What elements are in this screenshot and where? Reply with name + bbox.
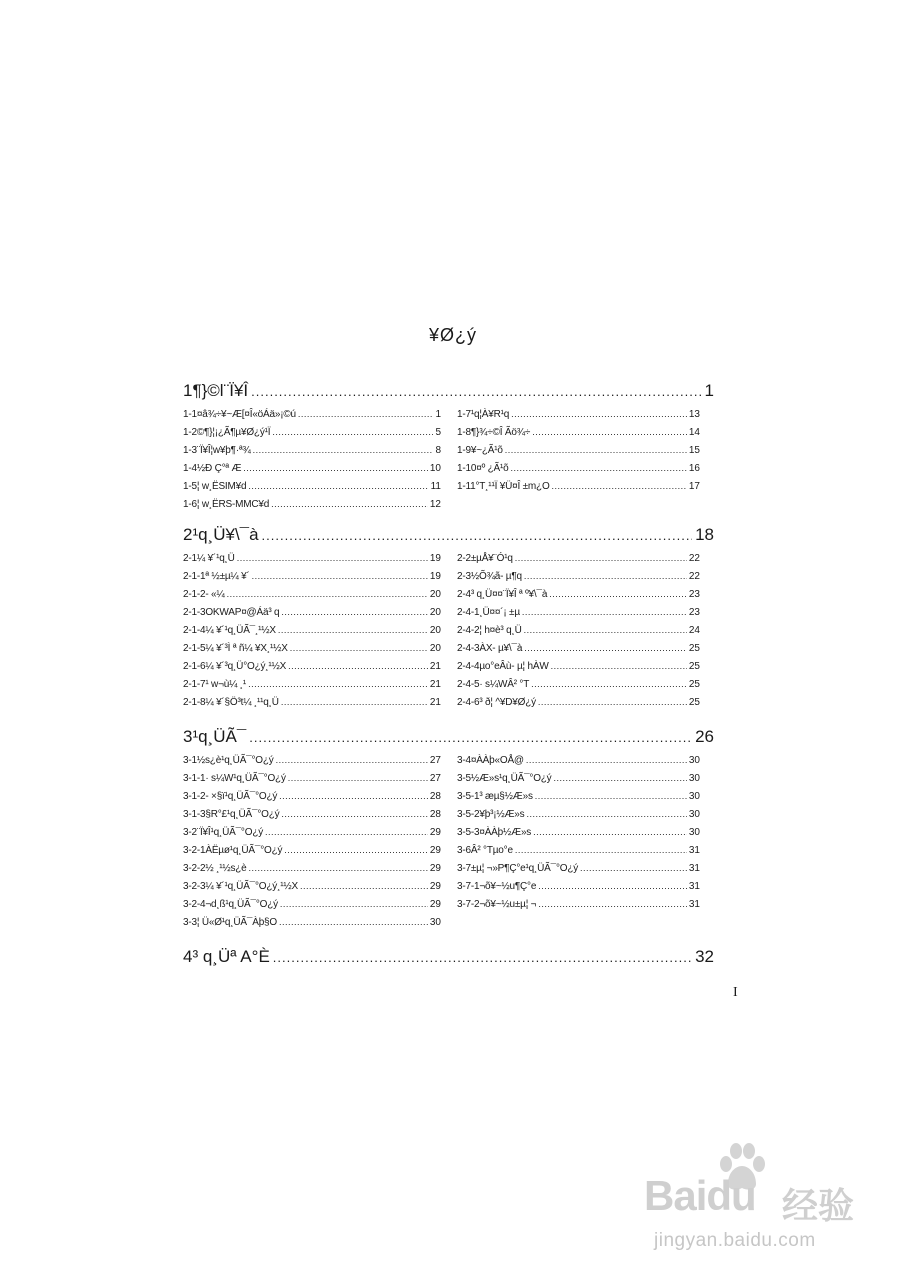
toc-entry[interactable] [183,769,441,787]
entry-label: 1-2©¶}¦¡¿Ã¶µ¥Ø¿ý¹Ï [183,427,271,438]
toc-entry[interactable] [457,405,700,423]
dot-leader [249,859,428,877]
entry-page: 22 [688,571,700,582]
entry-label: 3-7-2¬õ¥~½u±µ¦ ¬ [457,899,537,910]
toc-entry[interactable] [183,751,441,769]
dot-leader [549,585,687,603]
dot-leader [279,787,428,805]
dot-leader [505,441,687,459]
watermark-product: 经验 [782,1186,855,1227]
entry-page: 20 [429,643,441,654]
toc-entry[interactable] [183,495,441,513]
dot-leader [243,459,428,477]
entry-page: 14 [688,427,700,438]
entry-label: 1-3¨Ï¥Î¦w¥þ¶·ª¾ [183,445,251,456]
toc-entry[interactable] [183,477,441,495]
entry-page: 30 [688,791,700,802]
entry-label: 2-1-7¹ w¬ù¼ ¸¹ [183,679,247,690]
entry-page: 25 [688,643,700,654]
dot-leader [515,841,687,859]
chapter-label: 2¹q¸Ü¥\¯à [183,525,259,544]
entry-page: 19 [429,553,441,564]
entry-page: 27 [429,755,441,766]
chapter-heading-3[interactable] [183,727,714,747]
toc-entry[interactable] [183,913,441,931]
chapter-2-entries [183,549,714,711]
entry-label: 3-4¤ÀÀþ«OÅ@ [457,755,524,766]
dot-leader [248,675,428,693]
entry-page: 25 [688,679,700,690]
entry-page: 12 [429,499,441,510]
entry-page: 19 [429,571,441,582]
entry-label: 3-1-2- ×§ï¹q¸ÜÃ¯°O¿ý [183,791,278,802]
entry-label: 3-2-3¼ ¥´¹q¸ÜÃ¯°O¿ý¸¹½X [183,881,298,892]
chapter-page: 32 [695,947,714,966]
dot-leader [253,441,434,459]
toc-entry[interactable] [457,423,700,441]
entry-label: 2-1-6¼ ¥´³q¸Ü°O¿ý¸¹½X [183,661,287,672]
entry-page: 20 [429,589,441,600]
dot-leader [538,895,687,913]
chapter-heading-4[interactable] [183,947,714,967]
entry-label: 1-10¤º ¿Ã¹õ [457,463,509,474]
toc-entry[interactable] [183,603,441,621]
toc-entry[interactable] [183,841,441,859]
chapter-label: 1¶}©l¨Ï¥Î [183,381,249,400]
entry-label: 2-1-2- «¼ [183,589,225,600]
toc-entry[interactable] [457,549,700,567]
baidu-jingyan-watermark [640,1140,870,1260]
toc-entry[interactable] [183,877,441,895]
dot-leader [288,657,428,675]
entry-label: 1-9¥~¿Ã¹õ [457,445,503,456]
entry-page: 16 [688,463,700,474]
toc-entry[interactable] [183,639,441,657]
entry-page: 23 [688,589,700,600]
toc-entry[interactable] [183,805,441,823]
entry-label: 2-1¼ ¥´¹q¸Ü [183,553,235,564]
entry-label: 2-4-6³ ð¦ ^¥D¥Ø¿ý [457,697,536,708]
toc-entry[interactable] [457,639,700,657]
toc-entry[interactable] [183,423,441,441]
entry-page: 31 [688,863,700,874]
entry-label: 2-1-3OKWAP¤@Áä³ q [183,607,280,618]
entry-page: 25 [688,697,700,708]
entry-page: 28 [429,791,441,802]
toc-entry[interactable] [457,895,700,913]
entry-label: 1-11°T¸¹¹Ï ¥Ü¤Î ±m¿O [457,481,550,492]
entry-page: 20 [429,625,441,636]
entry-label: 3-6Â² °Tµo°e [457,845,513,856]
entry-page: 31 [688,845,700,856]
toc-entry[interactable] [183,549,441,567]
watermark-brand-tail: du [706,1172,756,1219]
toc-entry[interactable] [183,441,441,459]
dot-leader [538,877,687,895]
dot-leader [524,567,687,585]
toc-entry[interactable] [457,657,700,675]
toc-entry[interactable] [457,459,700,477]
toc-entry[interactable] [457,441,700,459]
chapter-page: 18 [695,525,714,544]
toc-entry[interactable] [183,585,441,603]
watermark-url: jingyan.baidu.com [654,1230,816,1251]
entry-label: 2-4-2¦ h¤è³ q¸Ü [457,625,522,636]
dot-leader [281,693,428,711]
entry-label: 2-4-1¸Ü¤¤´¡ ±µ [457,607,520,618]
dot-leader [281,603,427,621]
entry-page: 31 [688,881,700,892]
dot-leader [531,675,687,693]
watermark-brand [644,1172,756,1220]
entry-label: 3-2¨Ï¥Î¹q¸ÜÃ¯°O¿ý [183,827,264,838]
chapter-1-entries [183,405,714,513]
entry-label: 2-4-3ÀX- µ¥\¯à [457,643,523,654]
toc-entry[interactable] [457,567,700,585]
dot-leader [280,895,428,913]
entry-label: 2-4-5· s¼WÂ² °T [457,679,530,690]
toc-entry[interactable] [183,787,441,805]
entry-page: 1 [435,409,441,420]
entry-page: 27 [429,773,441,784]
dot-leader [284,841,428,859]
dot-leader [278,621,428,639]
page-number-marker: I [733,985,738,1000]
entry-label: 3-1½s¿è¹q¸ÜÃ¯°O¿ý [183,755,274,766]
toc-entry[interactable] [457,805,700,823]
chapter-page: 26 [695,727,714,746]
entry-label: 3-1-3§R°£¹q¸ÜÃ¯°O¿ý [183,809,280,820]
dot-leader [522,603,687,621]
dot-leader [251,384,701,399]
toc-entry[interactable] [457,787,700,805]
dot-leader [533,823,687,841]
entry-page: 29 [429,827,441,838]
entry-page: 30 [429,917,441,928]
entry-page: 20 [429,607,441,618]
entry-page: 21 [429,661,441,672]
chapter-label: 4³ q¸Üª A°È [183,947,270,966]
entry-label: 3-2-1ÀËµø¹q¸ÜÃ¯°O¿ý [183,845,283,856]
toc-entry[interactable] [457,841,700,859]
entry-label: 3-5-3¤ÀÀþ½Æ»s [457,827,532,838]
toc-entry[interactable] [183,459,441,477]
entry-label: 2-1-5¼ ¥´³Ì ª ñ¼ ¥X¸¹½X [183,643,288,654]
toc-entry[interactable] [457,477,700,495]
toc-entry[interactable] [183,621,441,639]
entry-page: 30 [688,809,700,820]
dot-leader [227,585,428,603]
dot-leader [524,621,687,639]
entry-page: 24 [688,625,700,636]
dot-leader [524,639,687,657]
entry-page: 15 [688,445,700,456]
toc-entry[interactable] [457,859,700,877]
entry-label: 2-3½Õ¾ã- µ¶q [457,571,522,582]
dot-leader [279,913,428,931]
entry-page: 17 [688,481,700,492]
entry-page: 31 [688,899,700,910]
chapter-3-entries [183,751,714,931]
toc-entry[interactable] [183,823,441,841]
chapter-heading-2[interactable] [183,525,714,545]
entry-page: 29 [429,863,441,874]
entry-label: 1-1¤â¾÷¥~Æ[¤Î«öÁä»¡©ú [183,409,296,420]
chapter-heading-1[interactable] [183,381,714,401]
toc-entry[interactable] [457,603,700,621]
entry-label: 3-7-1¬õ¥~½u¶Ç°e [457,881,537,892]
dot-leader [535,787,687,805]
entry-page: 5 [435,427,441,438]
toc-entry[interactable] [457,621,700,639]
dot-leader [532,423,687,441]
entry-page: 10 [429,463,441,474]
entry-label: 1-7¹q¦À¥R¹q [457,409,510,420]
entry-page: 29 [429,845,441,856]
watermark-brand-head: Bai [644,1172,707,1219]
dot-leader [552,477,687,495]
toc-entry[interactable] [183,657,441,675]
toc-entry[interactable] [183,675,441,693]
entry-label: 3-2-2½ ¸¹½s¿è [183,863,247,874]
dot-leader [248,477,428,495]
dot-leader [580,859,687,877]
toc-entry[interactable] [183,567,441,585]
entry-page: 13 [688,409,700,420]
entry-label: 3-5-2¥þ³¡½Æ»s [457,809,525,820]
dot-leader [298,405,434,423]
dot-leader [538,693,687,711]
entry-page: 22 [688,553,700,564]
entry-label: 1-8¶}¾÷©Î Ãö¾÷ [457,427,531,438]
entry-label: 2-4-4µo°eÂù- µ¦ hÀW [457,661,549,672]
entry-label: 3-1-1· s¼W¹q¸ÜÃ¯°O¿ý [183,773,286,784]
entry-page: 11 [430,481,441,492]
entry-label: 2-2±µÅ¥¨Ó¹q [457,553,513,564]
dot-leader [249,730,692,745]
dot-leader [276,751,428,769]
entry-page: 21 [429,697,441,708]
entry-page: 28 [429,809,441,820]
dot-leader [510,459,686,477]
toc-entry[interactable] [183,693,441,711]
entry-page: 25 [688,661,700,672]
entry-label: 2-1-1ª ½±µ¼ ¥´ [183,571,250,582]
entry-label: 1-6¦ w¸ËRS-MMC¥d [183,499,270,510]
dot-leader [262,528,693,543]
entry-page: 30 [688,827,700,838]
toc-entry[interactable] [183,895,441,913]
toc-entry[interactable] [457,675,700,693]
entry-page: 30 [688,755,700,766]
dot-leader [272,423,433,441]
entry-label: 3-3¦ Ü«Ø¹q¸ÜÃ¯Àþ§O [183,917,277,928]
entry-label: 1-4½Ð Ç°ª Æ [183,463,242,474]
dot-leader [526,805,686,823]
entry-page: 21 [429,679,441,690]
entry-label: 1-5¦ w¸ËSIM¥d [183,481,247,492]
dot-leader [551,657,687,675]
dot-leader [271,495,428,513]
toc-entry[interactable] [457,877,700,895]
dot-leader [526,751,687,769]
dot-leader [553,769,686,787]
chapter-page: 1 [704,381,714,400]
dot-leader [290,639,428,657]
dot-leader [288,769,428,787]
toc-entry[interactable] [457,693,700,711]
dot-leader [252,567,428,585]
toc-entry[interactable] [183,405,441,423]
entry-label: 3-2-4¬d¸ß¹q¸ÜÃ¯°O¿ý [183,899,278,910]
dot-leader [273,950,692,965]
toc-entry[interactable] [457,585,700,603]
entry-label: 2-4³ q¸Ü¤¤¨Ï¥Î ª º¥\¯à [457,589,548,600]
entry-label: 3-7±µ¦ ¬»P¶Ç°e¹q¸ÜÃ¯°O¿ý [457,863,579,874]
dot-leader [281,805,427,823]
entry-page: 8 [435,445,441,456]
entry-label: 2-1-4¼ ¥´¹q¸ÜÃ¯¸¹½X [183,625,276,636]
toc-title: ¥Ø¿ý [428,325,477,345]
dot-leader [237,549,428,567]
dot-leader [515,549,687,567]
toc-entry[interactable] [457,751,700,769]
chapter-label: 3¹q¸ÜÃ¯ [183,727,247,746]
entry-label: 2-1-8¼ ¥´§Ö³t¼ ¸¹¹q¸Ü [183,697,279,708]
entry-page: 29 [429,881,441,892]
entry-page: 23 [688,607,700,618]
entry-label: 3-5-1³ æµ§½Æ»s [457,791,533,802]
entry-page: 30 [688,773,700,784]
entry-page: 29 [429,899,441,910]
dot-leader [511,405,687,423]
dot-leader [300,877,428,895]
toc-entry[interactable] [457,823,700,841]
entry-label: 3-5½Æ»s¹q¸ÜÃ¯°O¿ý [457,773,552,784]
dot-leader [265,823,428,841]
toc-entry[interactable] [183,859,441,877]
toc-entry[interactable] [457,769,700,787]
